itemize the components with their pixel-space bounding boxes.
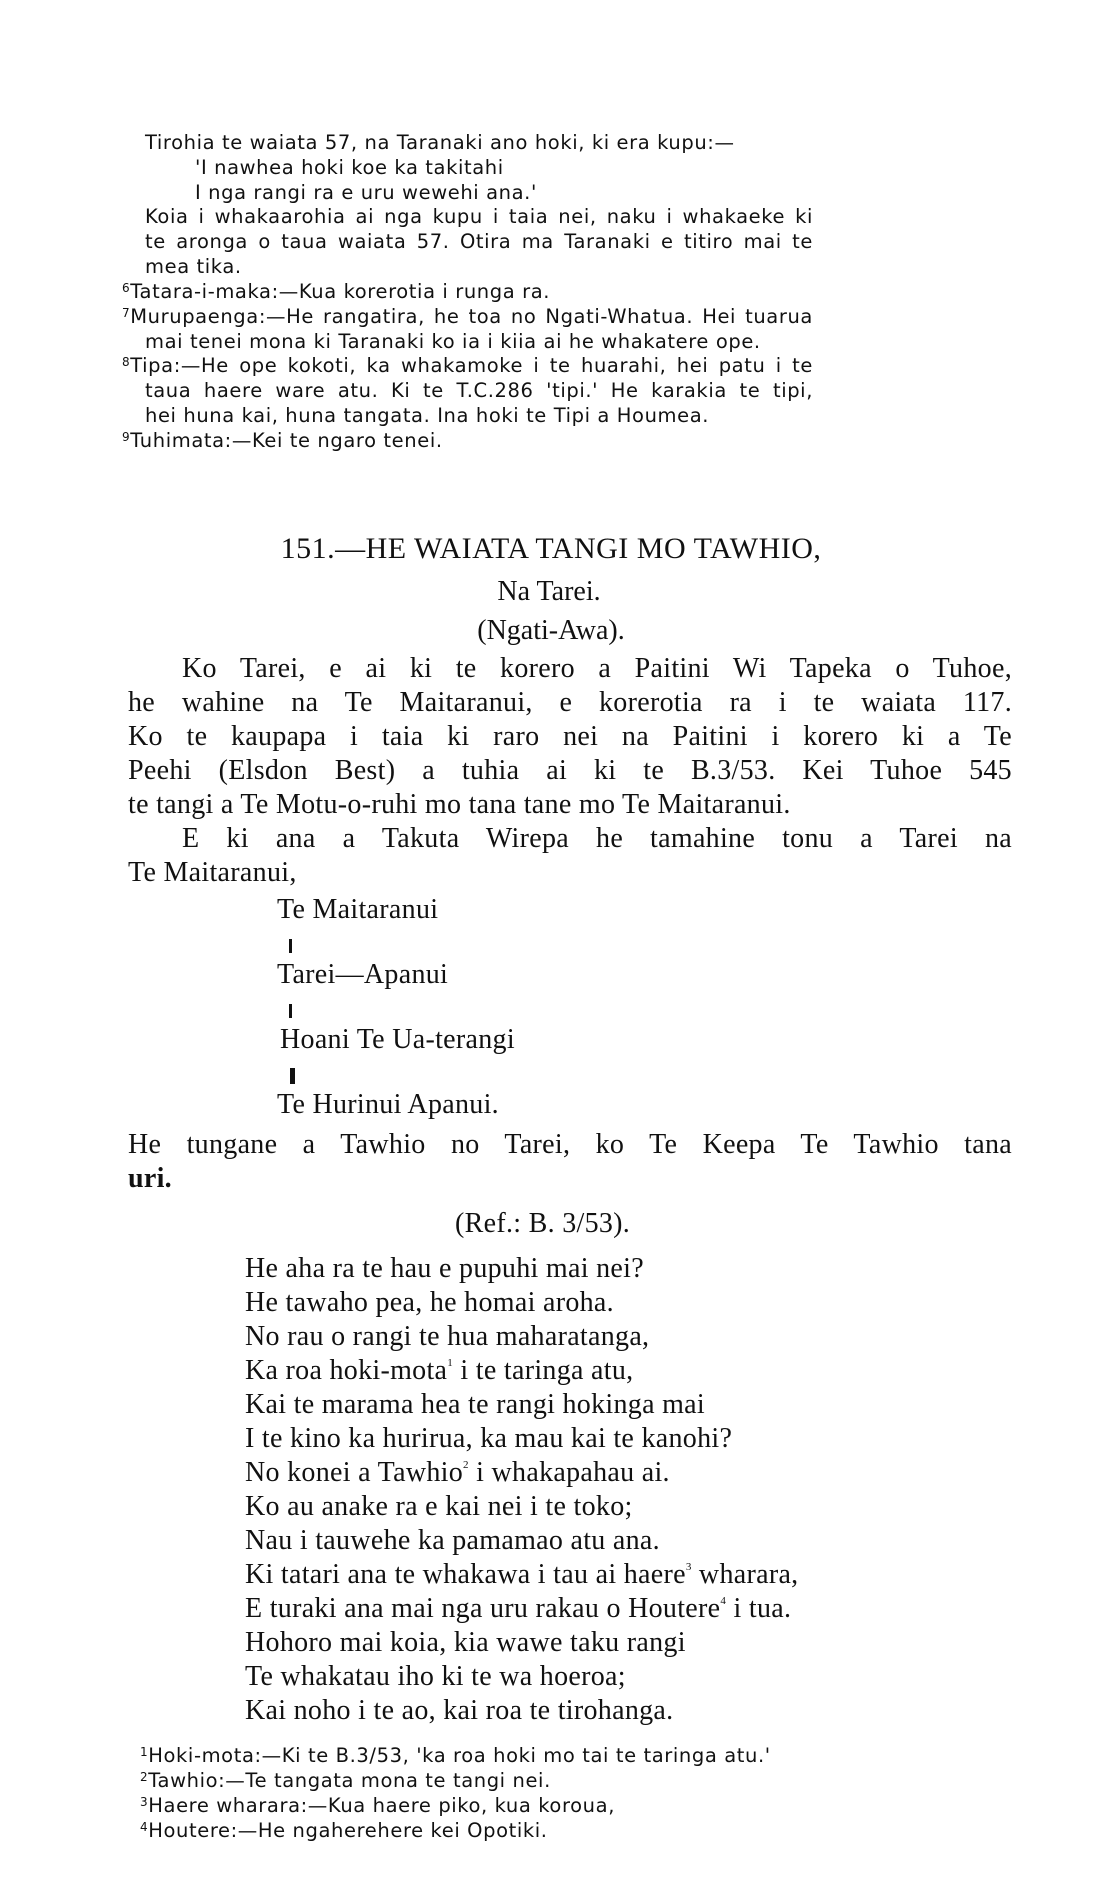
- verse-line: Kai te marama hea te rangi hokinga mai: [245, 1389, 705, 1420]
- genealogy-entry: Te Hurinui Apanui.: [277, 1089, 499, 1120]
- footnote-6: [122, 279, 550, 304]
- song-footnote: [140, 1768, 551, 1793]
- footnote-marker: 1: [447, 1357, 454, 1369]
- song-author: Na Tarei.: [497, 576, 601, 607]
- intro-paragraph-line: he wahine na Te Maitaranui, e korerotia ra i te waiata 117.: [128, 687, 1012, 718]
- verse-text: i tua.: [726, 1593, 792, 1624]
- genealogy-connector: [289, 1004, 292, 1018]
- footnote-text: Tawhio:—Te tangata mona te tangi nei.: [148, 1769, 551, 1792]
- footnote-text: Tipa:—He ope kokoti, ka whakamoke i te huarahi, hei patu i te: [130, 354, 813, 377]
- footnote-text: Haere wharara:—Kua haere piko, kua koroua,: [148, 1794, 615, 1817]
- genealogy-entry: Hoani Te Ua-terangi: [280, 1024, 515, 1055]
- intro-paragraph-line: Ko Tarei, e ai ki te korero a Paitini Wi Tapeka o Tuhoe,: [182, 653, 1012, 684]
- footnote-7: [122, 304, 813, 329]
- genealogy-entry: Te Maitaranui: [277, 894, 439, 925]
- quote-line: 'I nawhea hoki koe ka takitahi: [195, 156, 504, 179]
- verse-line: Te whakatau iho ki te wa hoeroa;: [245, 1661, 626, 1692]
- footnote-9: [122, 428, 443, 453]
- footnote-number: 8: [122, 355, 131, 369]
- footnote-marker: 3: [685, 1561, 692, 1573]
- footnote-number: 3: [140, 1795, 149, 1809]
- genealogy-entry: Tarei—Apanui: [277, 959, 449, 990]
- footnote-text: Murupaenga:—He rangatira, he toa no Ngati-Whatua. Hei tuarua: [130, 305, 813, 328]
- footnote-number: 6: [122, 281, 131, 295]
- song-footnote: [140, 1818, 548, 1843]
- intro-line: Tirohia te waiata 57, na Taranaki ano hoki, ki era kupu:—: [145, 131, 735, 154]
- paragraph-line: te aronga o taua waiata 57. Otira ma Taranaki e titiro mai te: [145, 230, 813, 253]
- genealogy-connector: [289, 939, 292, 953]
- footnote-number: 1: [140, 1745, 149, 1759]
- footnote-continuation: hei huna kai, huna tangata. Ina hoki te Tipi a Houmea.: [145, 404, 710, 427]
- verse-line: Kai noho i te ao, kai roa te tirohanga.: [245, 1695, 674, 1726]
- song-footnote: [140, 1793, 615, 1818]
- verse-line: He tawaho pea, he homai aroha.: [245, 1287, 614, 1318]
- paragraph-line: mea tika.: [145, 255, 242, 278]
- verse-line: Hohoro mai koia, kia wawe taku rangi: [245, 1627, 686, 1658]
- verse-text: Ka roa hoki-mota: [245, 1355, 448, 1386]
- verse-line: [245, 1456, 670, 1490]
- footnote-marker: 2: [463, 1459, 469, 1471]
- song-title: 151.—HE WAIATA TANGI MO TAWHIO,: [280, 532, 822, 565]
- footnote-number: 7: [122, 306, 131, 320]
- verse-line: Ko au anake ra e kai nei i te toko;: [245, 1491, 633, 1522]
- verse-text: i te taringa atu,: [453, 1355, 634, 1386]
- intro-paragraph-line: Peehi (Elsdon Best) a tuhia ai ki te B.3/53. Kei Tuhoe 545: [128, 755, 1012, 786]
- verse-line: [245, 1354, 633, 1388]
- relation-line: He tungane a Tawhio no Tarei, ko Te Keepa Te Tawhio tana: [128, 1129, 1012, 1160]
- footnote-text: Houtere:—He ngaherehere kei Opotiki.: [148, 1819, 548, 1842]
- genealogy-connector: [290, 1068, 295, 1084]
- verse-text: No konei a Tawhio: [245, 1457, 464, 1488]
- verse-line: Nau i tauwehe ka pamamao atu ana.: [245, 1525, 660, 1556]
- intro-paragraph-line: Ko te kaupapa i taia ki raro nei na Paitini i korero ki a Te: [128, 721, 1012, 752]
- verse-text: E turaki ana mai nga uru rakau o Houtere: [245, 1593, 721, 1624]
- footnote-number: 9: [122, 430, 131, 444]
- verse-line: [245, 1558, 798, 1592]
- verse-line: I te kino ka hurirua, ka mau kai te kanohi?: [245, 1423, 733, 1454]
- verse-line: No rau o rangi te hua maharatanga,: [245, 1321, 650, 1352]
- footnote-continuation: taua haere ware atu. Ki te T.C.286 'tipi.' He karakia te tipi,: [145, 379, 813, 402]
- verse-text: wharara,: [691, 1559, 799, 1590]
- quote-line: I nga rangi ra e uru wewehi ana.': [195, 181, 537, 204]
- verse-line: [245, 1592, 791, 1626]
- footnote-text: Tuhimata:—Kei te ngaro tenei.: [130, 429, 443, 452]
- verse-text: i whakapahau ai.: [468, 1457, 670, 1488]
- verse-text: Ki tatari ana te whakawa i tau ai haere: [245, 1559, 686, 1590]
- footnote-marker: 4: [720, 1595, 727, 1607]
- footnote-continuation: mai tenei mona ki Taranaki ko ia i kiia ai he whakatere ope.: [145, 330, 761, 353]
- footnote-text: Hoki-mota:—Ki te B.3/53, 'ka roa hoki mo tai te taringa atu.': [148, 1744, 771, 1767]
- footnote-number: 2: [140, 1770, 149, 1784]
- intro2-line: Te Maitaranui,: [128, 857, 297, 888]
- paragraph-line: Koia i whakaarohia ai nga kupu i taia nei, naku i whakaeke ki: [145, 205, 813, 228]
- reference: (Ref.: B. 3/53).: [455, 1208, 631, 1239]
- footnote-number: 4: [140, 1820, 149, 1834]
- intro-paragraph-line: te tangi a Te Motu-o-ruhi mo tana tane mo Te Maitaranui.: [128, 789, 791, 820]
- intro2-line: E ki ana a Takuta Wirepa he tamahine tonu a Tarei na: [182, 823, 1012, 854]
- relation-end: uri.: [128, 1163, 172, 1194]
- footnote-text: Tatara-i-maka:—Kua korerotia i runga ra.: [130, 280, 551, 303]
- footnote-8: [122, 353, 813, 378]
- song-footnote: [140, 1743, 771, 1768]
- verse-line: He aha ra te hau e pupuhi mai nei?: [245, 1253, 644, 1284]
- song-tribe: (Ngati-Awa).: [477, 615, 625, 646]
